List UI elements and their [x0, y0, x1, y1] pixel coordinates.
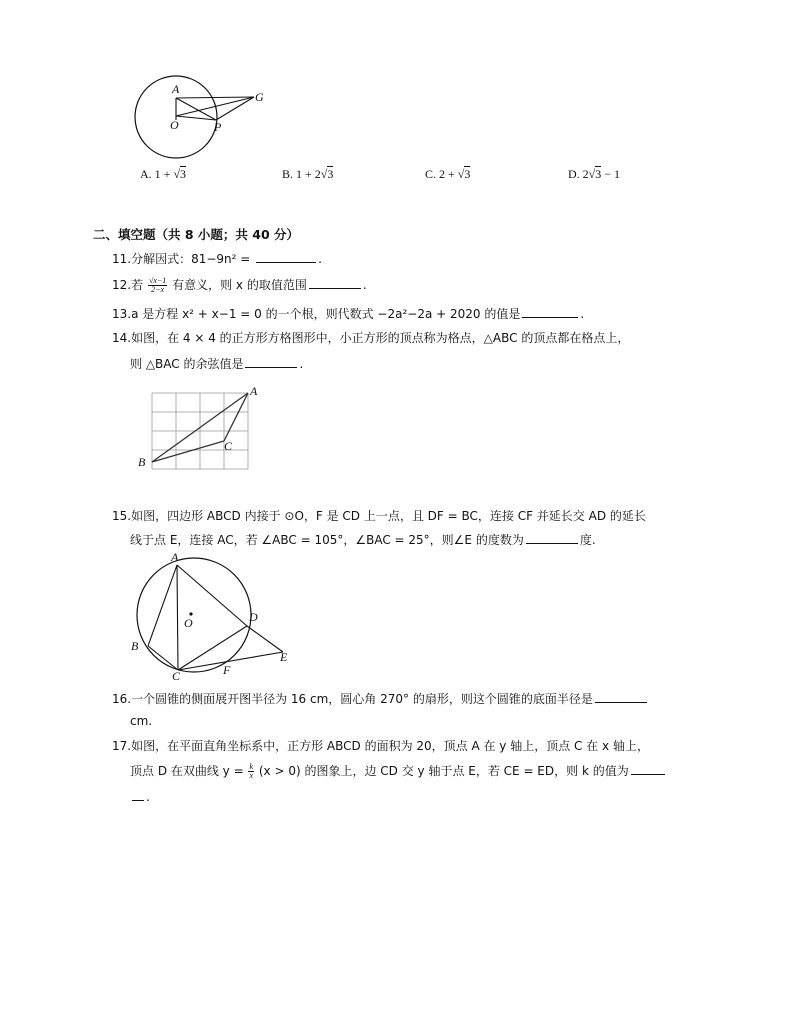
section-title: 二、填空题（共 8 小题；共 40 分）: [93, 227, 300, 242]
fraction-17: $\frac{k}{x}$: [249, 762, 254, 780]
answer-blank-13[interactable]: [522, 306, 578, 318]
option-a[interactable]: A. 1 + √3: [140, 167, 187, 181]
answer-blank-17-cont[interactable]: [132, 789, 144, 801]
option-d-text: 2√3 − 1: [582, 167, 621, 181]
label-p: P: [214, 120, 222, 134]
label-a: A: [172, 82, 180, 96]
option-b[interactable]: B. 1 + 2√3: [282, 167, 334, 181]
fraction-12: $\frac{√x-1}{2-x}$: [148, 276, 167, 294]
question-11: 11.分解因式：81−9n² = .: [112, 252, 322, 266]
question-15-line1: 15.如图，四边形 ABCD 内接于 ⊙O，F 是 CD 上一点，且 DF = BC，连接 CF 并延长交 AD 的延长: [112, 509, 646, 523]
answer-blank-12[interactable]: [309, 277, 361, 289]
question-17-line3: .: [130, 789, 150, 805]
label-o: O: [184, 616, 193, 630]
question-17-line2: 顶点 D 在双曲线 y = $\frac{k}{x}$ (x > 0) 的图象上，边 CD 交 y 轴于点 E，若 CE = ED，则 k 的值为: [130, 763, 667, 780]
question-15-line2: 线于点 E，连接 AC，若 ∠ABC = 105°，∠BAC = 25°，则∠E 的度数为 度.: [130, 533, 596, 547]
option-b-text: 1 + 2√3: [296, 167, 334, 181]
label-a: A: [171, 550, 179, 564]
segment-ab: [148, 565, 177, 646]
option-d[interactable]: D. 2√3 − 1: [568, 167, 621, 181]
label-a: A: [250, 384, 258, 398]
question-17-line1: 17.如图，在平面直角坐标系中，正方形 ABCD 的面积为 20，顶点 A 在 y 轴上，顶点 C 在 x 轴上，: [112, 739, 649, 753]
label-f: F: [223, 663, 231, 677]
question-14-line1: 14.如图，在 4 × 4 的正方形方格图形中，小正方形的顶点称为格点，△ABC 的顶点都在格点上，: [112, 331, 630, 345]
figure-circle-top: [130, 72, 270, 162]
question-16-line2: cm.: [130, 714, 153, 728]
answer-blank-16[interactable]: [595, 691, 647, 703]
segment-ce: [178, 652, 283, 670]
label-c: C: [224, 439, 233, 453]
segment-de: [247, 626, 283, 652]
option-a-text: 1 + √3: [154, 167, 187, 181]
segment-og: [176, 97, 254, 116]
segment-ag: [176, 97, 254, 98]
answer-blank-14[interactable]: [245, 356, 297, 368]
figure-circle-q15: [128, 548, 298, 683]
label-c: C: [172, 669, 181, 683]
option-c[interactable]: C. 2 + √3: [425, 167, 471, 181]
segment-bc: [148, 646, 178, 670]
label-d: D: [249, 610, 258, 624]
segment-pg: [216, 97, 254, 120]
answer-blank-17[interactable]: [631, 763, 665, 775]
label-e: E: [280, 650, 288, 664]
question-14-line2: 则 △BAC 的余弦值是 .: [130, 357, 304, 371]
segment-ac: [177, 565, 178, 670]
figure-grid-q14: [136, 383, 266, 473]
answer-blank-15[interactable]: [526, 532, 578, 544]
option-c-text: 2 + √3: [439, 167, 471, 181]
segment-ac: [224, 393, 248, 441]
question-16-line1: 16.一个圆锥的侧面展开图半径为 16 cm，圆心角 270° 的扇形，则这个圆锥的底面半径是: [112, 691, 649, 707]
segment-bc: [152, 441, 224, 462]
question-13: 13.a 是方程 x² + x−1 = 0 的一个根，则代数式 −2a²−2a + 2020 的值是 .: [112, 307, 585, 321]
answer-blank-11[interactable]: [256, 251, 316, 263]
label-g: G: [255, 90, 264, 104]
label-o: O: [170, 118, 179, 132]
segment-cd: [178, 626, 247, 670]
label-b: B: [131, 639, 139, 653]
question-12: 12.若 $\frac{√x-1}{2-x}$ 有意义，则 x 的取值范围 .: [112, 276, 367, 294]
label-b: B: [138, 455, 146, 469]
